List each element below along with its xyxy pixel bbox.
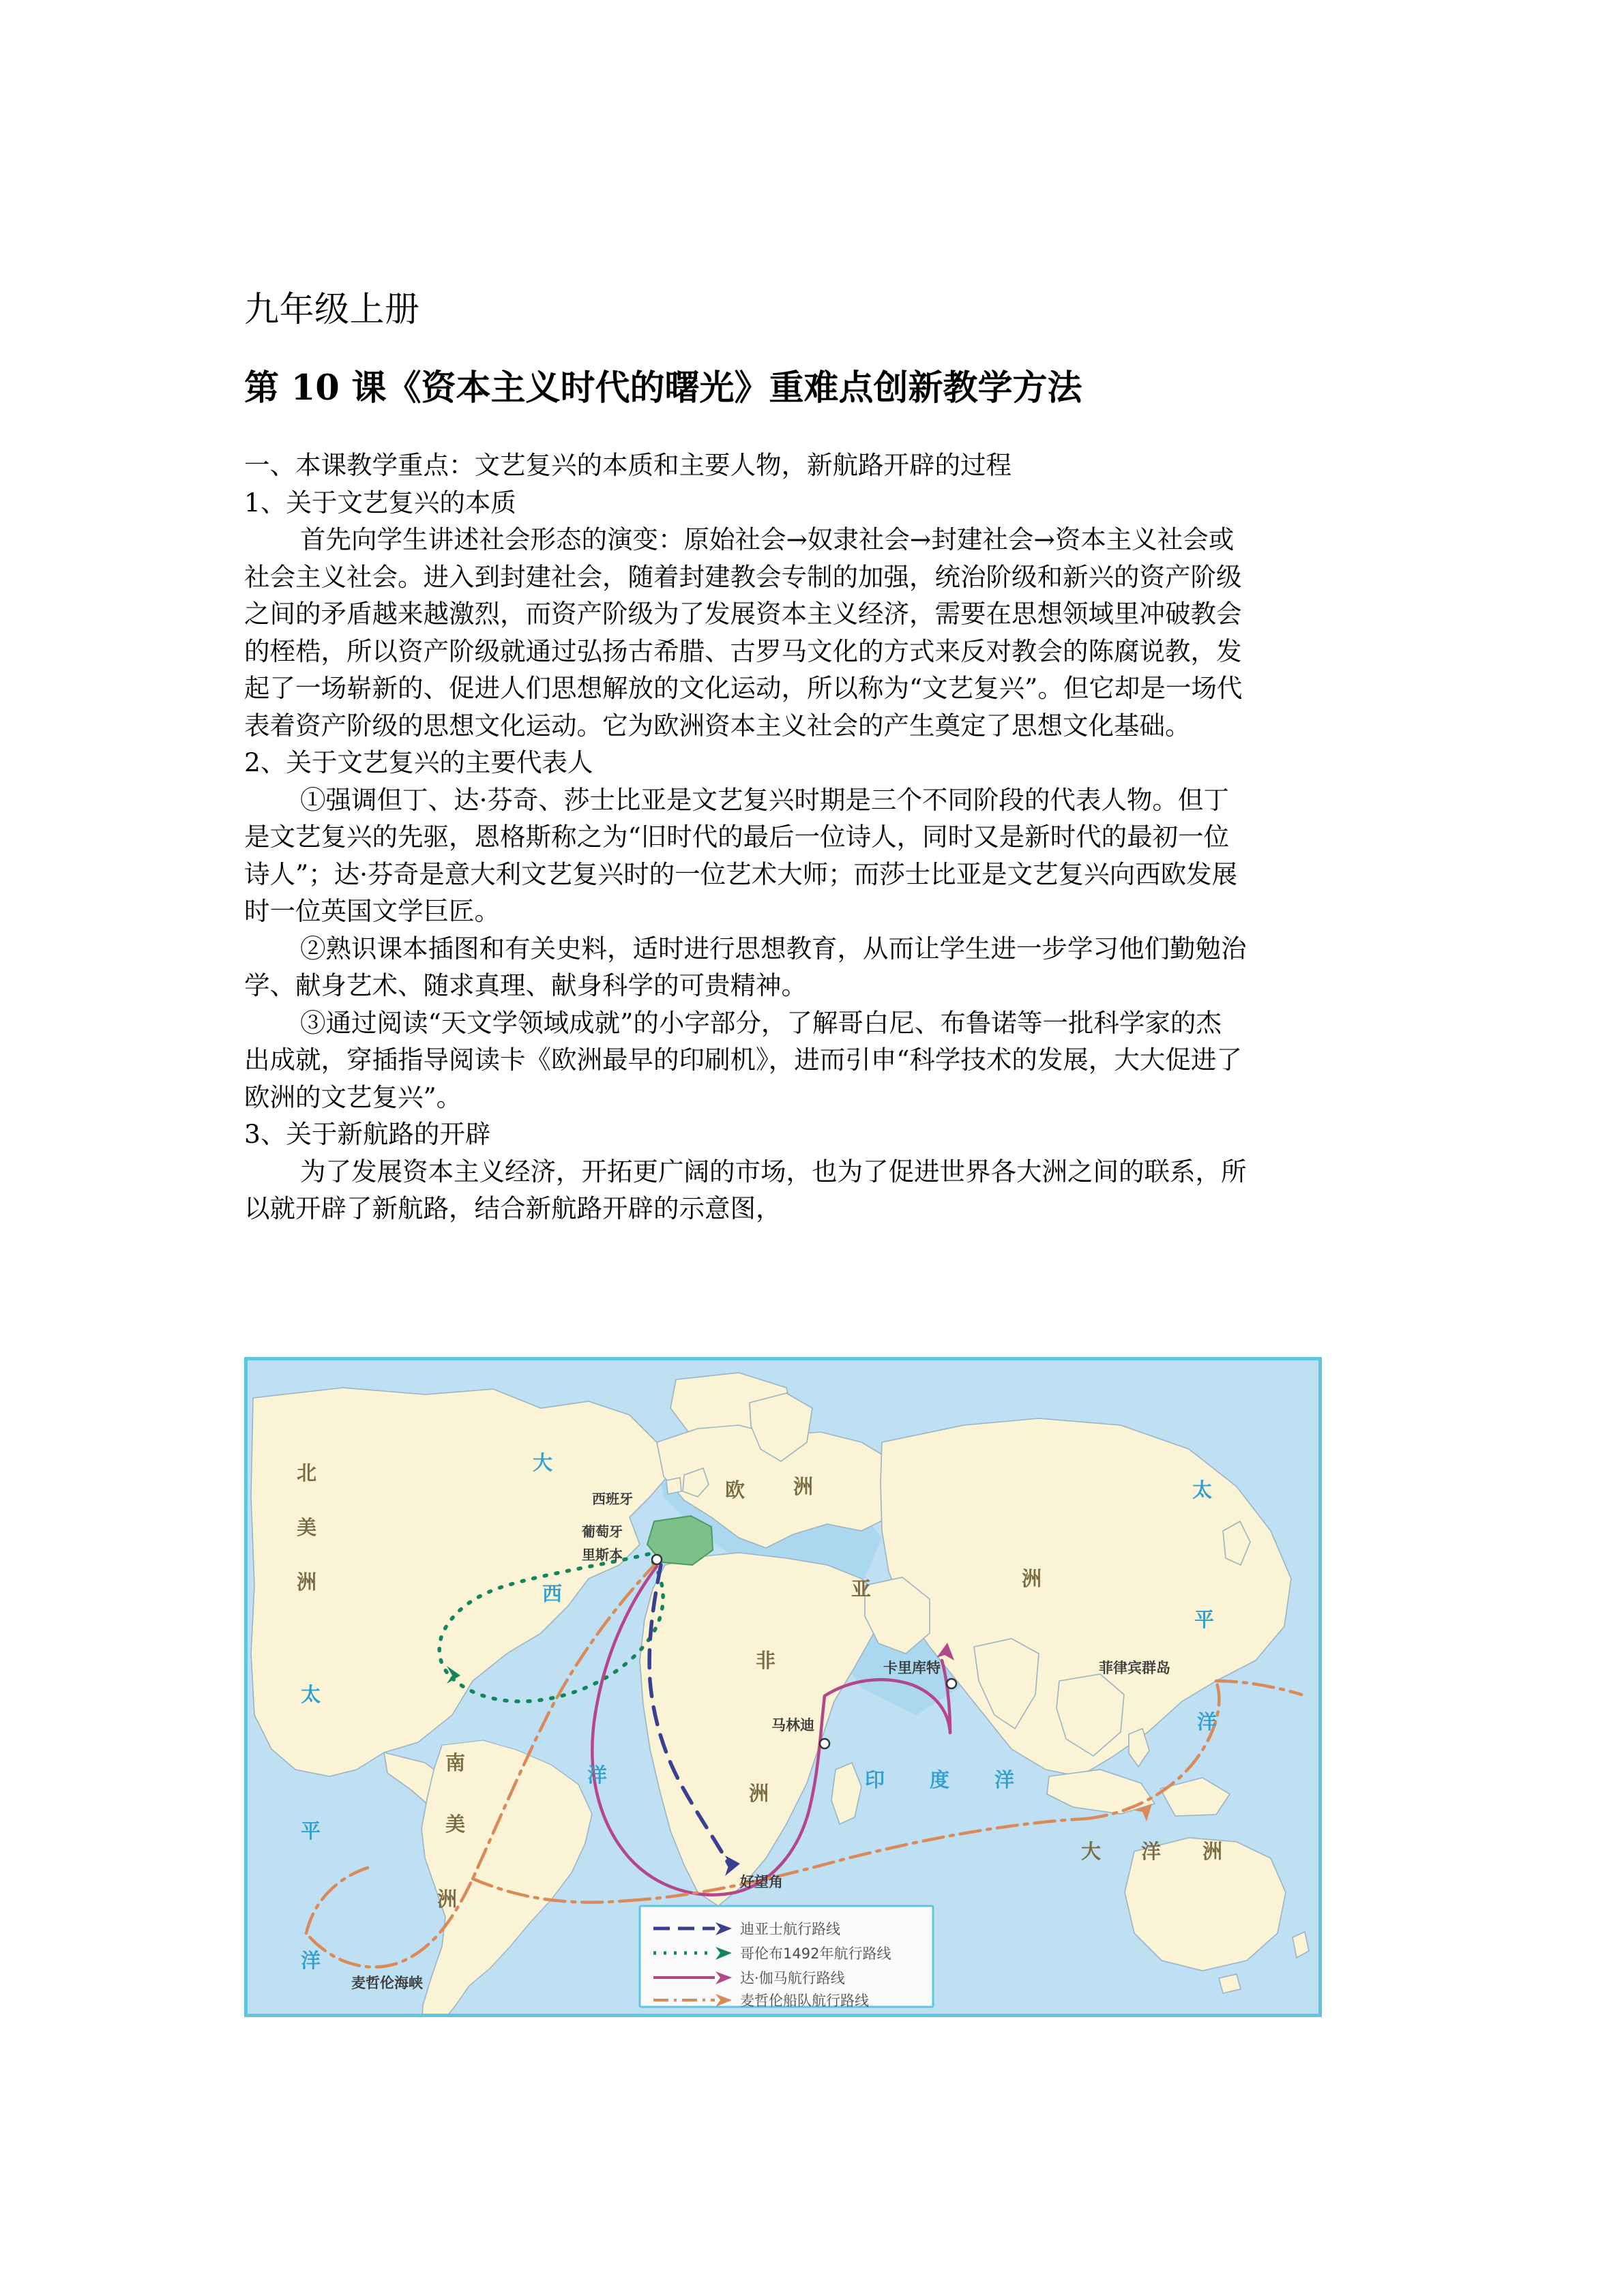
label-strait-of-magellan: 麦哲伦海峡 bbox=[351, 1975, 423, 1991]
body-line: 是文艺复兴的先驱，恩格斯称之为“旧时代的最后一位诗人，同时又是新时代的最初一位 bbox=[244, 822, 1230, 852]
legend-label-columbus: 哥伦布1492年航行路线 bbox=[740, 1945, 891, 1962]
label-malindi: 马林迪 bbox=[771, 1717, 814, 1733]
body-line: ①强调但丁、达·芬奇、莎士比亚是文艺复兴时期是三个不同阶段的代表人物。但丁 bbox=[300, 784, 1229, 815]
page-title: 第 10 课《资本主义时代的曙光》重难点创新教学方法 bbox=[244, 368, 1082, 408]
label-indian-2: 度 bbox=[930, 1768, 950, 1791]
body-line: 学、献身艺术、随求真理、献身科学的可贵精神。 bbox=[244, 970, 807, 1000]
label-africa-2: 洲 bbox=[749, 1782, 769, 1805]
label-asia: 亚 bbox=[851, 1577, 872, 1600]
body-line: 起了一场崭新的、促进人们思想解放的文化运动，所以称为“文艺复兴”。但它却是一场代 bbox=[244, 673, 1243, 703]
map-figure bbox=[244, 1357, 1322, 2017]
label-oceania-2: 洋 bbox=[1141, 1840, 1162, 1863]
legend-label-magellan: 麦哲伦船队航行路线 bbox=[740, 1993, 869, 2009]
label-indian-3: 洋 bbox=[994, 1768, 1015, 1791]
body-line: ③通过阅读“天文学领域成就”的小字部分，了解哥白尼、布鲁诺等一批科学家的杰 bbox=[300, 1007, 1222, 1038]
body-line: 以就开辟了新航路，结合新航路开辟的示意图， bbox=[244, 1193, 782, 1223]
legend-label-dias: 迪亚士航行路线 bbox=[740, 1921, 840, 1937]
body-line: 出成就，穿插指导阅读卡《欧洲最早的印刷机》，进而引申“科学技术的发展，大大促进了 bbox=[244, 1045, 1242, 1075]
body-line: 的桎梏，所以资产阶级就通过弘扬古希腊、古罗马文化的方式来反对教会的陈腐说教，发 bbox=[244, 636, 1242, 666]
body-line: 1、关于文艺复兴的本质 bbox=[244, 487, 516, 518]
label-atlantic-2: 西 bbox=[542, 1582, 563, 1605]
body-line: 首先向学生讲述社会形态的演变：原始社会→奴隶社会→封建社会→资本主义社会或 bbox=[300, 524, 1235, 554]
body-line: 为了发展资本主义经济，开拓更广阔的市场，也为了促进世界各大洲之间的联系，所 bbox=[300, 1156, 1247, 1187]
body-line: ②熟识课本插图和有关史料，适时进行思想教育，从而让学生进一步学习他们勤勉治 bbox=[300, 933, 1247, 964]
label-cape-of-good-hope: 好望角 bbox=[740, 1874, 783, 1890]
label-north-america-3: 洲 bbox=[297, 1570, 317, 1594]
label-africa-1: 非 bbox=[756, 1649, 776, 1672]
body-line: 表着资产阶级的思想文化运动。它为欧洲资本主义社会的产生奠定了思想文化基础。 bbox=[244, 710, 1191, 741]
body-line: 3、关于新航路的开辟 bbox=[244, 1119, 491, 1149]
label-pacific-w-2: 平 bbox=[1194, 1608, 1215, 1631]
label-portugal: 葡萄牙 bbox=[582, 1523, 623, 1540]
label-pacific-e-3: 洋 bbox=[301, 1949, 321, 1972]
label-spain: 西班牙 bbox=[592, 1491, 633, 1507]
body-line: 欧洲的文艺复兴”。 bbox=[244, 1082, 462, 1112]
label-south-america-2: 美 bbox=[445, 1813, 466, 1836]
body-line: 时一位英国文学巨匠。 bbox=[244, 896, 500, 926]
label-europe-2: 洲 bbox=[793, 1475, 814, 1498]
body-line: 2、关于文艺复兴的主要代表人 bbox=[244, 747, 593, 777]
label-pacific-w-3: 洋 bbox=[1197, 1710, 1217, 1733]
body-line: 之间的矛盾越来越激烈，而资产阶级为了发展资本主义经济，需要在思想领域里冲破教会 bbox=[244, 599, 1242, 629]
label-oceania-1: 大 bbox=[1081, 1840, 1102, 1863]
body-line: 诗人”；达·芬奇是意大利文艺复兴时的一位艺术大师；而莎士比亚是文艺复兴向西欧发展 bbox=[244, 859, 1238, 889]
label-atlantic-3: 洋 bbox=[587, 1763, 608, 1787]
body-text bbox=[244, 447, 1350, 1227]
map-legend bbox=[640, 1906, 933, 2009]
label-north-america-1: 北 bbox=[297, 1461, 317, 1485]
label-asia-2: 洲 bbox=[1022, 1567, 1042, 1590]
label-south-america-1: 南 bbox=[445, 1751, 466, 1774]
label-atlantic-1: 大 bbox=[533, 1451, 553, 1474]
label-pacific-e-2: 平 bbox=[301, 1819, 321, 1843]
new-sea-routes-map bbox=[248, 1360, 1318, 2014]
label-europe: 欧 bbox=[725, 1478, 745, 1502]
label-lisbon: 里斯本 bbox=[582, 1547, 623, 1563]
label-south-america-3: 洲 bbox=[437, 1888, 458, 1911]
document-subtitle: 九年级上册 bbox=[244, 290, 420, 330]
label-pacific-e-1: 太 bbox=[301, 1683, 321, 1706]
label-calicut: 卡里库特 bbox=[883, 1660, 941, 1676]
label-pacific-w-1: 太 bbox=[1192, 1478, 1213, 1502]
label-indian-1: 印 bbox=[865, 1768, 885, 1791]
label-philippines: 菲律宾群岛 bbox=[1099, 1660, 1170, 1676]
label-north-america-2: 美 bbox=[297, 1516, 317, 1539]
body-line: 社会主义社会。进入到封建社会，随着封建教会专制的加强，统治阶级和新兴的资产阶级 bbox=[244, 561, 1242, 592]
body-line: 一、本课教学重点：文艺复兴的本质和主要人物，新航路开辟的过程 bbox=[244, 450, 1012, 480]
legend-label-da-gama: 达·伽马航行路线 bbox=[740, 1970, 845, 1986]
label-oceania-3: 洲 bbox=[1202, 1840, 1223, 1863]
